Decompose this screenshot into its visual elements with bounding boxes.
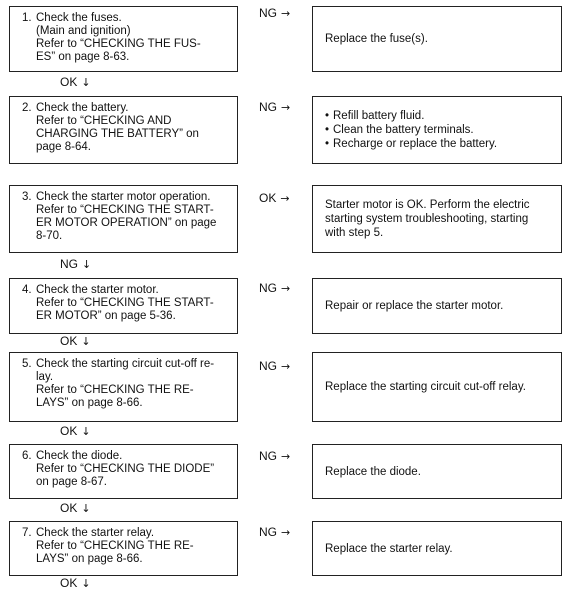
check-text-line: Refer to “CHECKING THE DIODE”	[36, 463, 215, 475]
branch-label-step-4	[259, 281, 290, 296]
result-bullet-text: Refill battery fluid.	[333, 110, 425, 122]
check-text-line: ES” on page 8-63.	[36, 51, 130, 63]
check-text-line: Check the starter motor.	[36, 284, 159, 296]
result-text: starting system troubleshooting, starting	[325, 213, 529, 225]
continue-label-step-1	[60, 75, 91, 90]
check-text-line: Check the starting circuit cut-off re-	[36, 358, 215, 370]
branch-label-step-6	[259, 449, 290, 464]
check-text-line: Check the battery.	[36, 102, 129, 114]
step-number: 4.	[22, 284, 32, 296]
check-text-line: Check the diode.	[36, 450, 123, 462]
result-bullet-text: Recharge or replace the battery.	[333, 138, 498, 150]
check-text-line: Refer to “CHECKING THE START-	[36, 297, 214, 309]
down-arrow-icon: ↓	[81, 425, 91, 438]
branch-label-step-2	[259, 100, 290, 115]
check-text-line: ER MOTOR OPERATION” on page	[36, 217, 217, 229]
branch-label-step-3	[259, 191, 290, 206]
down-arrow-icon: ↓	[82, 258, 92, 271]
continue-result: NG	[60, 257, 78, 271]
bullet-icon: •	[325, 124, 330, 136]
continue-result: OK	[60, 501, 78, 515]
result-text: Replace the fuse(s).	[325, 33, 428, 45]
down-arrow-icon: ↓	[81, 577, 91, 590]
check-text-line: 8-70.	[36, 230, 63, 242]
check-box-step-5	[9, 352, 238, 422]
check-text-line: Refer to “CHECKING THE FUS-	[36, 38, 201, 50]
result-bullet-item	[325, 123, 497, 137]
branch-result: NG	[259, 6, 277, 20]
continue-result: OK	[60, 75, 78, 89]
step-number: 2.	[22, 102, 32, 114]
result-text: Replace the starter relay.	[325, 542, 453, 555]
down-arrow-icon: ↓	[81, 502, 91, 515]
check-box-step-2	[9, 96, 238, 164]
check-text-line: LAYS” on page 8-66.	[36, 397, 143, 409]
continue-label-step-4	[60, 334, 91, 349]
check-text-line: (Main and ignition)	[36, 25, 131, 37]
step-number: 7.	[22, 527, 32, 539]
right-arrow-icon: →	[281, 450, 291, 463]
continue-result: OK	[60, 334, 78, 348]
branch-label-step-7	[259, 525, 290, 540]
step-number: 6.	[22, 450, 32, 462]
branch-result: NG	[259, 359, 277, 373]
check-text-line: Refer to “CHECKING THE START-	[36, 204, 214, 216]
result-box-step-4	[312, 278, 562, 334]
branch-result: NG	[259, 281, 277, 295]
check-text-line: Check the fuses.	[36, 12, 122, 24]
check-text-line: Check the starter motor operation.	[36, 191, 211, 203]
result-text: Repair or replace the starter motor.	[325, 300, 504, 312]
check-text-line: Refer to “CHECKING THE RE-	[36, 384, 194, 396]
check-text-line: on page 8-67.	[36, 476, 107, 488]
check-box-step-7	[9, 521, 238, 576]
check-text-line: ER MOTOR” on page 5-36.	[36, 310, 176, 322]
result-box-step-1	[312, 6, 562, 72]
step-number: 3.	[22, 191, 32, 203]
branch-result: NG	[259, 525, 277, 539]
result-bullet-item	[325, 137, 497, 151]
continue-label-step-6	[60, 501, 91, 516]
right-arrow-icon: →	[281, 526, 291, 539]
result-text: with step 5.	[325, 227, 384, 239]
check-text-line: Refer to “CHECKING AND	[36, 115, 172, 127]
continue-label-step-3	[60, 257, 91, 272]
branch-label-step-5	[259, 359, 290, 374]
check-box-step-6	[9, 444, 238, 499]
bullet-icon: •	[325, 110, 330, 122]
branch-result: OK	[259, 191, 277, 205]
result-text-block	[325, 198, 530, 240]
check-text-line: CHARGING THE BATTERY” on	[36, 128, 199, 140]
result-bullet-text: Clean the battery terminals.	[333, 124, 474, 136]
right-arrow-icon: →	[281, 7, 291, 20]
right-arrow-icon: →	[281, 101, 291, 114]
continue-result: OK	[60, 576, 78, 590]
branch-label-step-1	[259, 6, 290, 21]
result-text: Replace the starting circuit cut-off relay.	[325, 381, 526, 393]
step-number: 1.	[22, 12, 32, 24]
check-box-step-1	[9, 6, 238, 72]
continue-result: OK	[60, 424, 78, 438]
step-number: 5.	[22, 358, 32, 370]
down-arrow-icon: ↓	[81, 335, 91, 348]
check-text-line: LAYS” on page 8-66.	[36, 553, 143, 565]
result-box-step-5	[312, 352, 562, 422]
branch-result: NG	[259, 100, 277, 114]
check-text-line: Check the starter relay.	[36, 527, 155, 539]
result-box-step-6	[312, 444, 562, 499]
check-text-line: page 8-64.	[36, 141, 91, 153]
bullet-icon: •	[325, 138, 330, 150]
result-text: Replace the diode.	[325, 465, 421, 478]
right-arrow-icon: →	[281, 282, 291, 295]
right-arrow-icon: →	[281, 360, 291, 373]
result-box-step-3	[312, 185, 562, 253]
down-arrow-icon: ↓	[81, 76, 91, 89]
result-box-step-2	[312, 96, 562, 164]
result-bullet-list	[325, 109, 497, 151]
check-text-line: lay.	[36, 371, 54, 383]
result-bullet-item	[325, 109, 497, 123]
continue-label-step-5	[60, 424, 91, 439]
right-arrow-icon: →	[280, 192, 290, 205]
continue-label-step-7	[60, 576, 91, 591]
result-box-step-7	[312, 521, 562, 576]
branch-result: NG	[259, 449, 277, 463]
check-box-step-4	[9, 278, 238, 334]
check-text-line: Refer to “CHECKING THE RE-	[36, 540, 194, 552]
check-box-step-3	[9, 185, 238, 253]
result-text: Starter motor is OK. Perform the electric	[325, 199, 530, 211]
